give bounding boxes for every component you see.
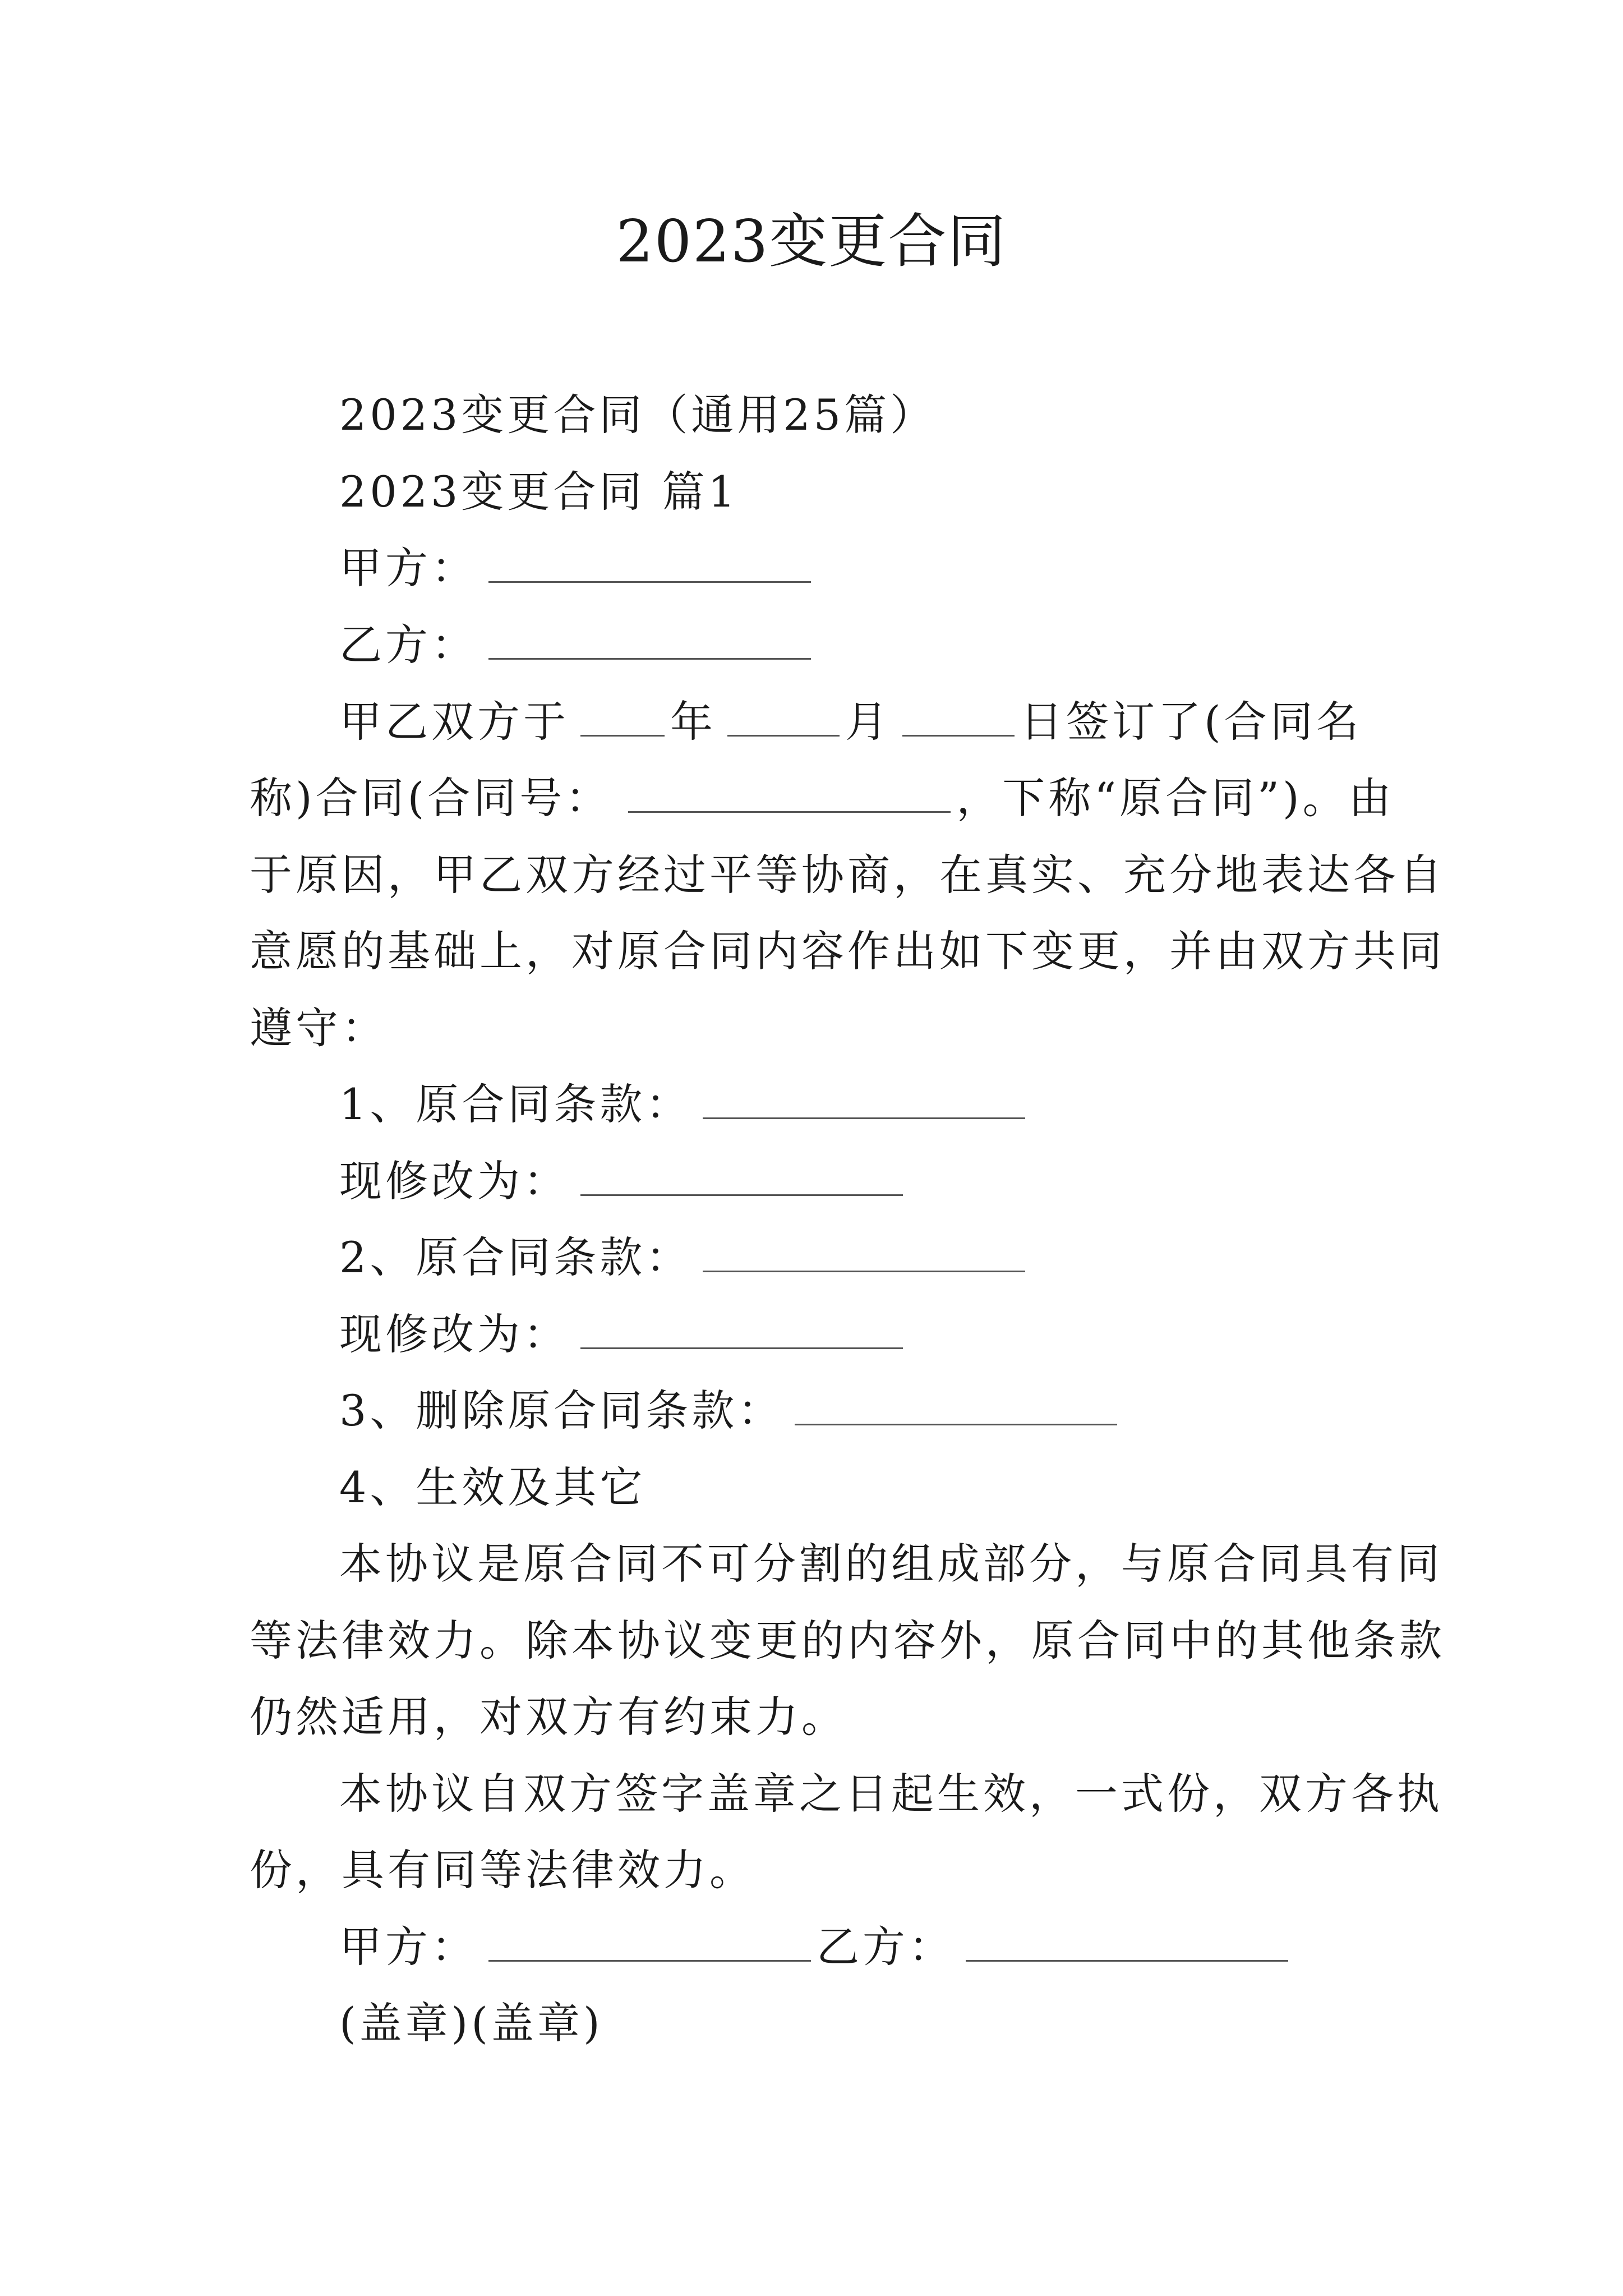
clause-3-blank <box>795 1389 1117 1425</box>
para2-line2: 等法律效力。除本协议变更的内容外，原合同中的其他条款 <box>250 1616 1445 1665</box>
clause-1-blank <box>703 1083 1025 1119</box>
party-a-line <box>339 537 817 599</box>
party-a-label: 甲方： <box>339 543 477 593</box>
para1-text-contract-no: 称)合同(合同号： <box>250 773 612 823</box>
modified-2-blank <box>580 1313 903 1349</box>
para3-line1: 本协议自双方签字盖章之日起生效，一式份，双方各执 <box>339 1769 1443 1819</box>
modified-1-label: 现修改为： <box>339 1156 569 1206</box>
para1-line4: 意愿的基础上，对原合同内容作出如下变更，并由双方共同 <box>250 926 1445 976</box>
para2-line3: 仍然适用，对双方有约束力。 <box>250 1692 847 1742</box>
day-blank <box>902 700 1015 737</box>
party-b-blank <box>488 623 811 660</box>
para1-text-d: 日签订了(合同名 <box>1020 697 1362 747</box>
clause-2-label: 2、原合同条款： <box>339 1232 692 1282</box>
sign-b-label: 乙方： <box>817 1922 955 1972</box>
para1-line3: 于原因，甲乙双方经过平等协商，在真实、充分地表达各自 <box>250 850 1445 900</box>
section-heading: 2023变更合同 篇1 <box>339 467 739 517</box>
para1-text-original: ，下称“原合同”)。由 <box>956 773 1395 823</box>
signature-line <box>339 1916 1294 1978</box>
contract-no-blank <box>628 776 951 813</box>
sign-b-blank <box>966 1925 1288 1962</box>
sign-a-blank <box>488 1925 811 1962</box>
clause-2-blank <box>703 1236 1025 1272</box>
clause-1 <box>339 1074 1031 1135</box>
para1-text-a: 甲乙双方于 <box>339 697 569 747</box>
year-blank <box>580 700 665 737</box>
clause-1-label: 1、原合同条款： <box>339 1079 692 1129</box>
para3-line2: 份，具有同等法律效力。 <box>250 1845 755 1895</box>
para1-line2 <box>250 767 1395 829</box>
document-subtitle: 2023变更合同（通用25篇） <box>339 390 937 440</box>
party-b-line <box>339 614 817 676</box>
clause-4: 4、生效及其它 <box>339 1462 646 1512</box>
clause-3 <box>339 1380 1123 1442</box>
modified-2 <box>339 1304 909 1365</box>
modified-1-blank <box>580 1159 903 1196</box>
modified-1 <box>339 1151 909 1212</box>
clause-2 <box>339 1227 1031 1289</box>
clause-3-label: 3、删除原合同条款： <box>339 1386 784 1435</box>
party-b-label: 乙方： <box>339 620 477 670</box>
document-title: 2023变更合同 <box>616 207 1007 275</box>
modified-2-label: 现修改为： <box>339 1309 569 1359</box>
month-label: 月 <box>845 697 891 747</box>
month-blank <box>727 700 840 737</box>
para2-line1: 本协议是原合同不可分割的组成部分，与原合同具有同 <box>339 1539 1443 1589</box>
sign-a-label: 甲方： <box>339 1922 477 1972</box>
para1-line1 <box>339 691 1362 753</box>
party-a-blank <box>488 546 811 583</box>
para1-line5: 遵守： <box>250 1003 388 1053</box>
seal-line: (盖章)(盖章) <box>339 1998 603 2048</box>
year-label: 年 <box>670 697 716 747</box>
